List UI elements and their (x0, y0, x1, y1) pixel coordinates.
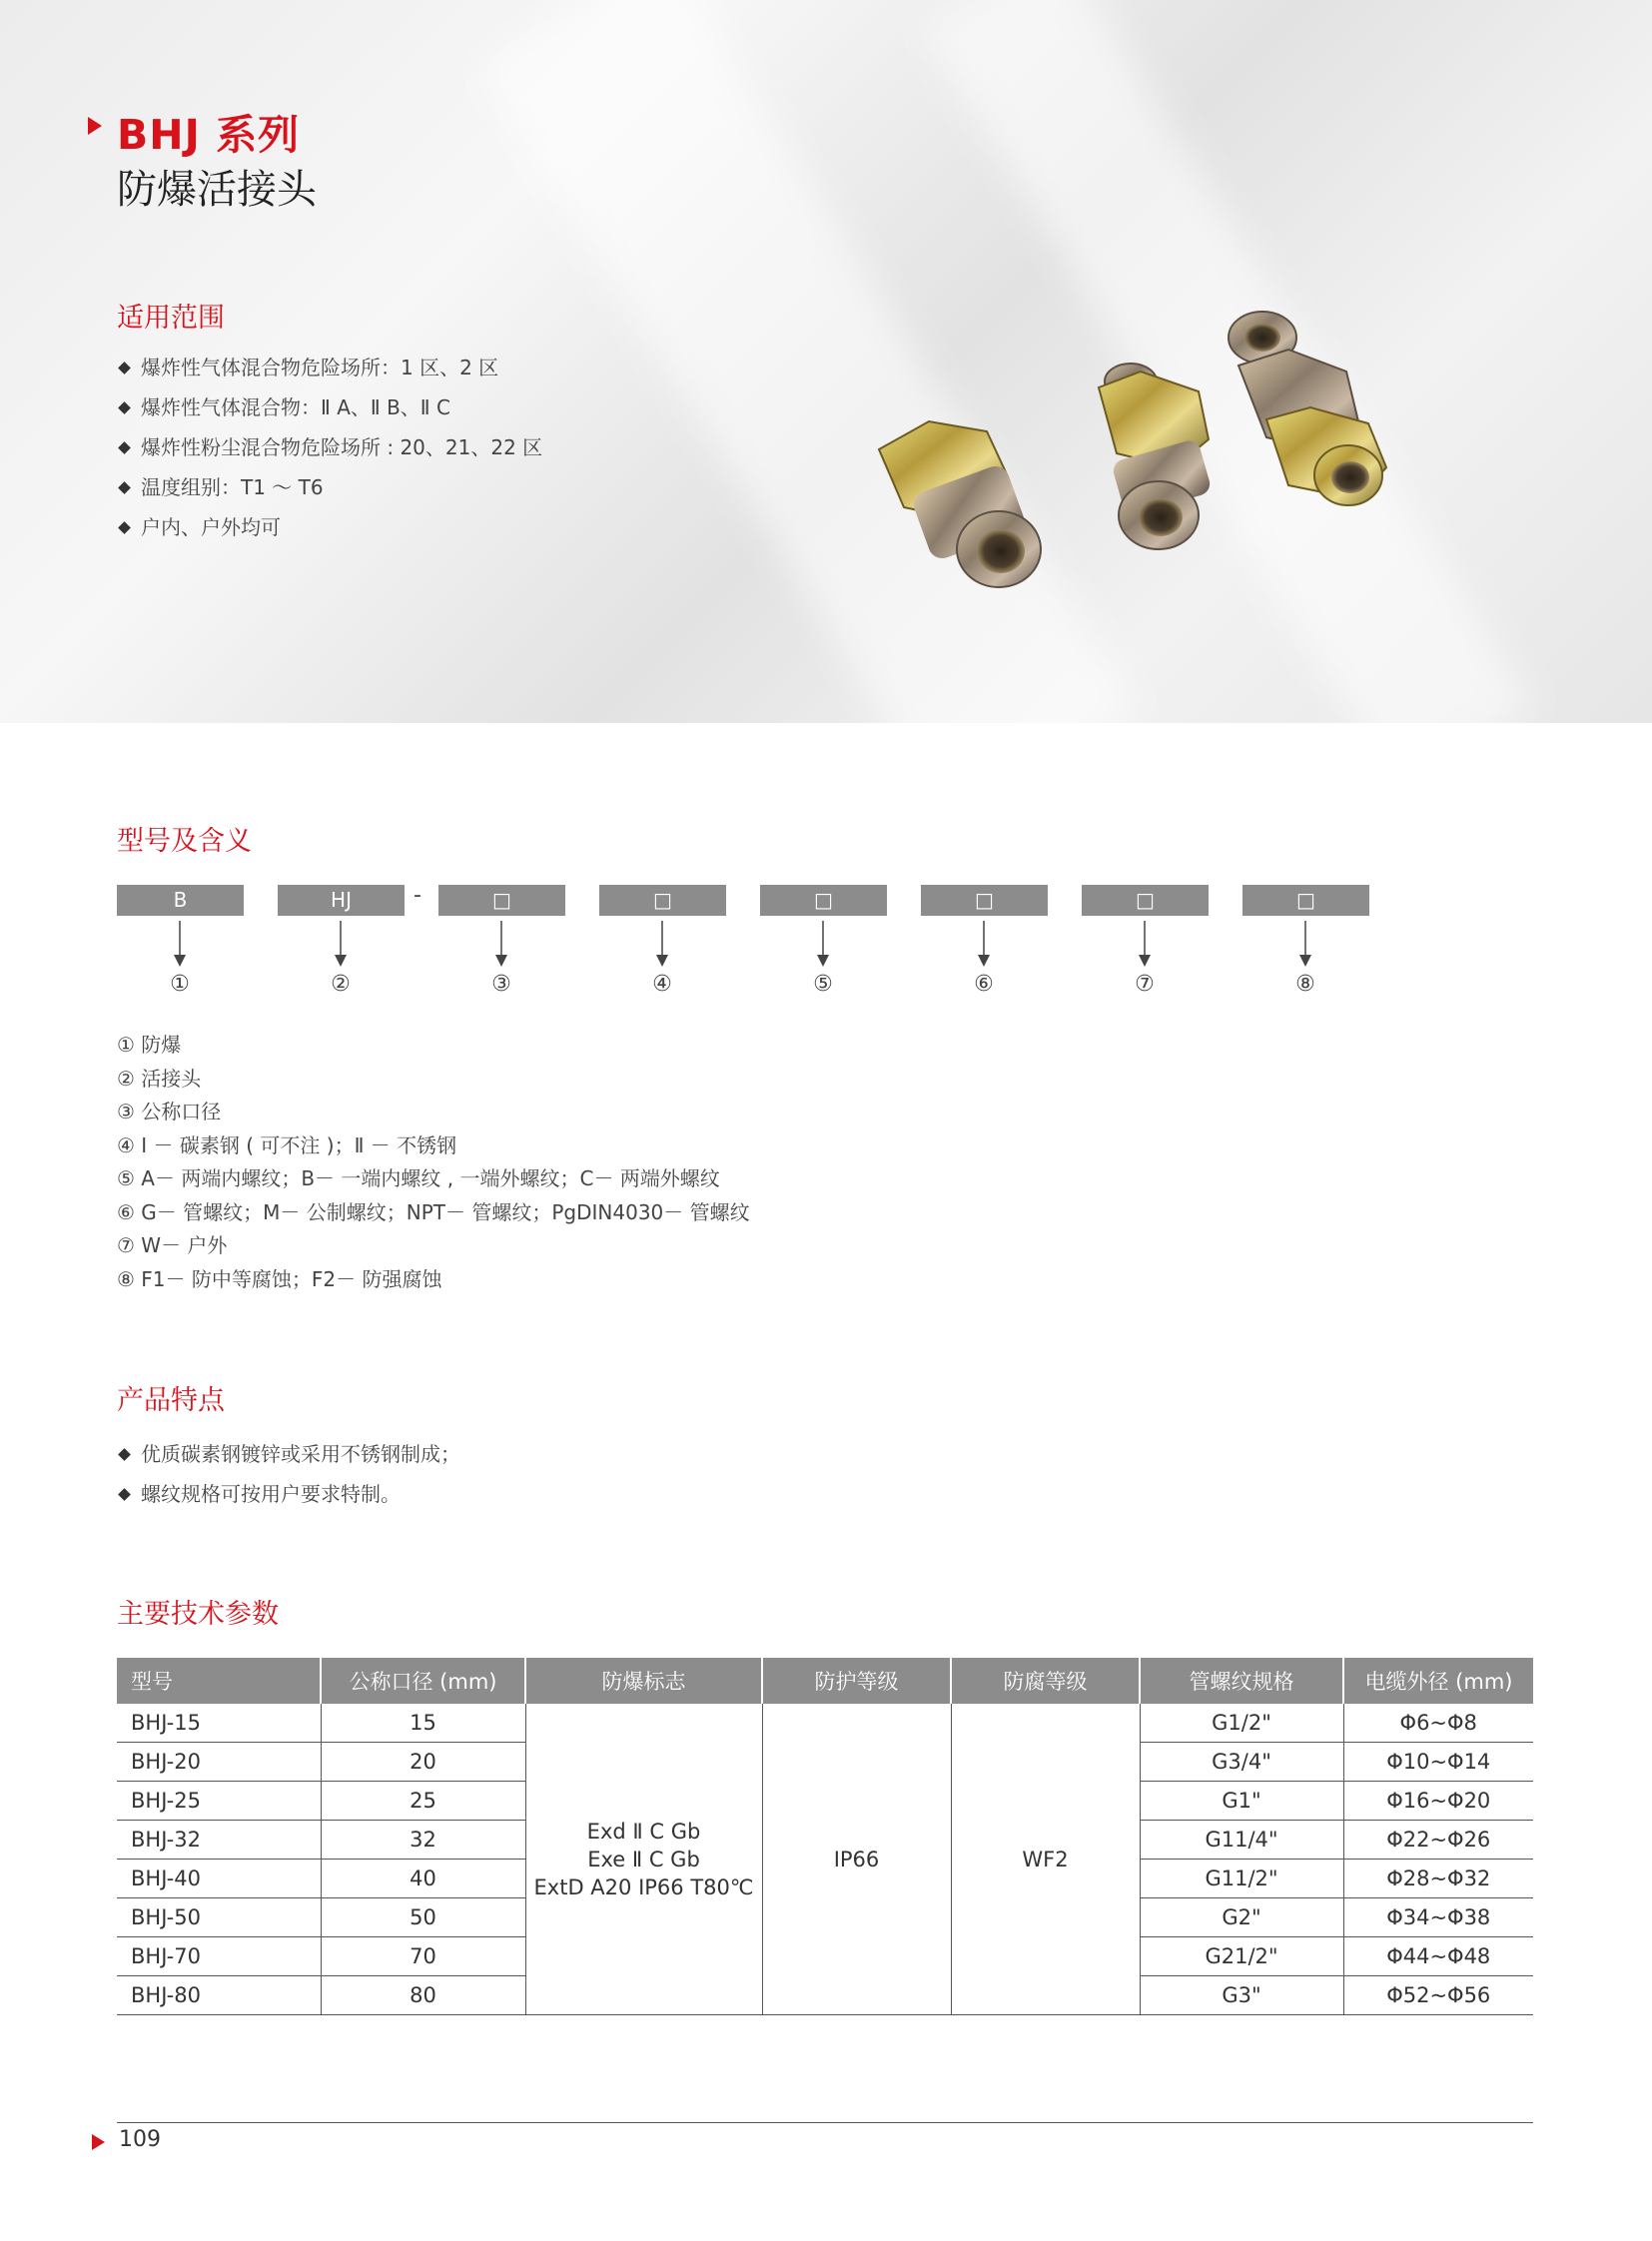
code-box-7: □ (1082, 885, 1209, 916)
dn-cell: 20 (321, 1743, 525, 1782)
meaning-item: ① 防爆 (117, 1033, 182, 1057)
arrow-down-icon (170, 921, 190, 967)
corrosion-cell: WF2 (951, 1704, 1140, 2015)
list-item: 爆炸性气体混合物：Ⅱ A、Ⅱ B、Ⅱ C (117, 387, 542, 427)
dn-cell: 15 (321, 1704, 525, 1743)
model-cell: BHJ-15 (117, 1704, 321, 1743)
cable-cell: Φ34~Φ38 (1343, 1898, 1533, 1937)
cable-cell: Φ44~Φ48 (1343, 1937, 1533, 1976)
list-item: 爆炸性粉尘混合物危险场所 : 20、21、22 区 (117, 427, 542, 467)
position-number: ② (331, 972, 351, 997)
thread-cell: G2" (1140, 1898, 1343, 1937)
thread-cell: G21/2" (1140, 1937, 1343, 1976)
code-box-3: □ (438, 885, 565, 916)
position-number: ⑧ (1295, 972, 1315, 997)
meaning-item: ⑧ F1－ 防中等腐蚀；F2－ 防强腐蚀 (117, 1266, 442, 1291)
protection-cell: IP66 (762, 1704, 951, 2015)
explosion-mark-cell: Exd Ⅱ C Gb Exe Ⅱ C Gb ExtD A20 IP66 T80℃ (525, 1704, 762, 2015)
cable-cell: Φ16~Φ20 (1343, 1782, 1533, 1821)
meaning-item: ③ 公称口径 (117, 1100, 222, 1123)
code-box-1: B (117, 885, 244, 916)
column-header: 防护等级 (762, 1658, 951, 1704)
diamond-bullet-icon (118, 1448, 131, 1461)
cable-cell: Φ22~Φ26 (1343, 1821, 1533, 1860)
product-subtitle: 防爆活接头 (117, 167, 317, 213)
list-item: 温度组别：T1 ～ T6 (117, 467, 542, 507)
cable-cell: Φ52~Φ56 (1343, 1976, 1533, 2015)
list-item: 优质碳素钢镀锌或采用不锈钢制成； (117, 1434, 460, 1474)
page-arrow-icon (92, 2134, 105, 2150)
scope-title: 适用范围 (117, 303, 225, 334)
table-row (117, 1704, 1533, 1743)
model-title: 型号及含义 (117, 826, 252, 857)
thread-cell: G11/4" (1140, 1821, 1343, 1860)
meaning-item: ⑦ W－ 户外 (117, 1233, 228, 1257)
column-header: 防爆标志 (525, 1658, 762, 1704)
diamond-bullet-icon (118, 1488, 131, 1501)
arrow-down-icon (1135, 921, 1155, 967)
scope-list (117, 348, 542, 547)
dn-cell: 70 (321, 1937, 525, 1976)
diamond-bullet-icon (118, 401, 131, 414)
thread-cell: G1" (1140, 1782, 1343, 1821)
dn-cell: 80 (321, 1976, 525, 2015)
code-box-4: □ (599, 885, 726, 916)
thread-cell: G1/2" (1140, 1704, 1343, 1743)
meaning-item: ② 活接头 (117, 1066, 202, 1091)
dn-cell: 50 (321, 1898, 525, 1937)
model-cell: BHJ-20 (117, 1743, 321, 1782)
code-box-6: □ (921, 885, 1048, 916)
page-number: 109 (119, 2127, 161, 2152)
position-number: ③ (491, 972, 511, 997)
column-header: 防腐等级 (951, 1658, 1140, 1704)
code-box-2: HJ (278, 885, 405, 916)
model-cell: BHJ-50 (117, 1898, 321, 1937)
fitting-middle (1099, 364, 1213, 549)
list-item: 户内、户外均可 (117, 507, 542, 547)
column-header: 管螺纹规格 (1140, 1658, 1343, 1704)
position-number: ① (170, 972, 190, 997)
code-separator: - (413, 883, 421, 908)
footer-divider (117, 2122, 1533, 2123)
title-arrow-icon (88, 117, 102, 135)
dn-cell: 25 (321, 1782, 525, 1821)
meaning-item: ④ Ⅰ － 碳素钢 ( 可不注 )；Ⅱ － 不锈钢 (117, 1132, 457, 1157)
series-title: BHJ 系列 (117, 111, 301, 159)
position-number: ④ (652, 972, 672, 997)
list-item: 爆炸性气体混合物危险场所：1 区、2 区 (117, 348, 542, 387)
spec-table (117, 1658, 1533, 2015)
position-number: ⑥ (974, 972, 994, 997)
position-number: ⑦ (1135, 972, 1155, 997)
model-meanings (117, 1029, 750, 1296)
params-title: 主要技术参数 (117, 1599, 279, 1630)
code-box-8: □ (1242, 885, 1369, 916)
product-photo (859, 300, 1418, 639)
model-cell: BHJ-70 (117, 1937, 321, 1976)
diamond-bullet-icon (118, 362, 131, 374)
column-header: 型号 (117, 1658, 321, 1704)
thread-cell: G3" (1140, 1976, 1343, 2015)
model-cell: BHJ-25 (117, 1782, 321, 1821)
arrow-down-icon (331, 921, 351, 967)
model-cell: BHJ-80 (117, 1976, 321, 2015)
arrow-down-icon (813, 921, 833, 967)
features-list (117, 1434, 460, 1514)
model-cell: BHJ-40 (117, 1860, 321, 1898)
arrow-down-icon (1295, 921, 1315, 967)
features-title: 产品特点 (117, 1385, 225, 1416)
cable-cell: Φ28~Φ32 (1343, 1860, 1533, 1898)
arrow-down-icon (491, 921, 511, 967)
code-box-5: □ (760, 885, 887, 916)
dn-cell: 32 (321, 1821, 525, 1860)
position-number: ⑤ (813, 972, 833, 997)
dn-cell: 40 (321, 1860, 525, 1898)
diamond-bullet-icon (118, 521, 131, 534)
list-item: 螺纹规格可按用户要求特制。 (117, 1474, 460, 1514)
meaning-item: ⑥ G－ 管螺纹；M－ 公制螺纹；NPT－ 管螺纹；PgDIN4030－ 管螺纹 (117, 1199, 750, 1224)
table-header-row (117, 1658, 1533, 1704)
column-header: 电缆外径 (mm) (1343, 1658, 1533, 1704)
cable-cell: Φ6~Φ8 (1343, 1704, 1533, 1743)
fitting-right (1229, 312, 1386, 505)
arrow-down-icon (652, 921, 672, 967)
cable-cell: Φ10~Φ14 (1343, 1743, 1533, 1782)
column-header: 公称口径 (mm) (321, 1658, 525, 1704)
diamond-bullet-icon (118, 481, 131, 494)
diamond-bullet-icon (118, 441, 131, 454)
model-cell: BHJ-32 (117, 1821, 321, 1860)
arrow-down-icon (974, 921, 994, 967)
meaning-item: ⑤ A－ 两端内螺纹；B－ 一端内螺纹 , 一端外螺纹；C－ 两端外螺纹 (117, 1166, 720, 1190)
thread-cell: G3/4" (1140, 1743, 1343, 1782)
fitting-left (879, 421, 1041, 587)
thread-cell: G11/2" (1140, 1860, 1343, 1898)
